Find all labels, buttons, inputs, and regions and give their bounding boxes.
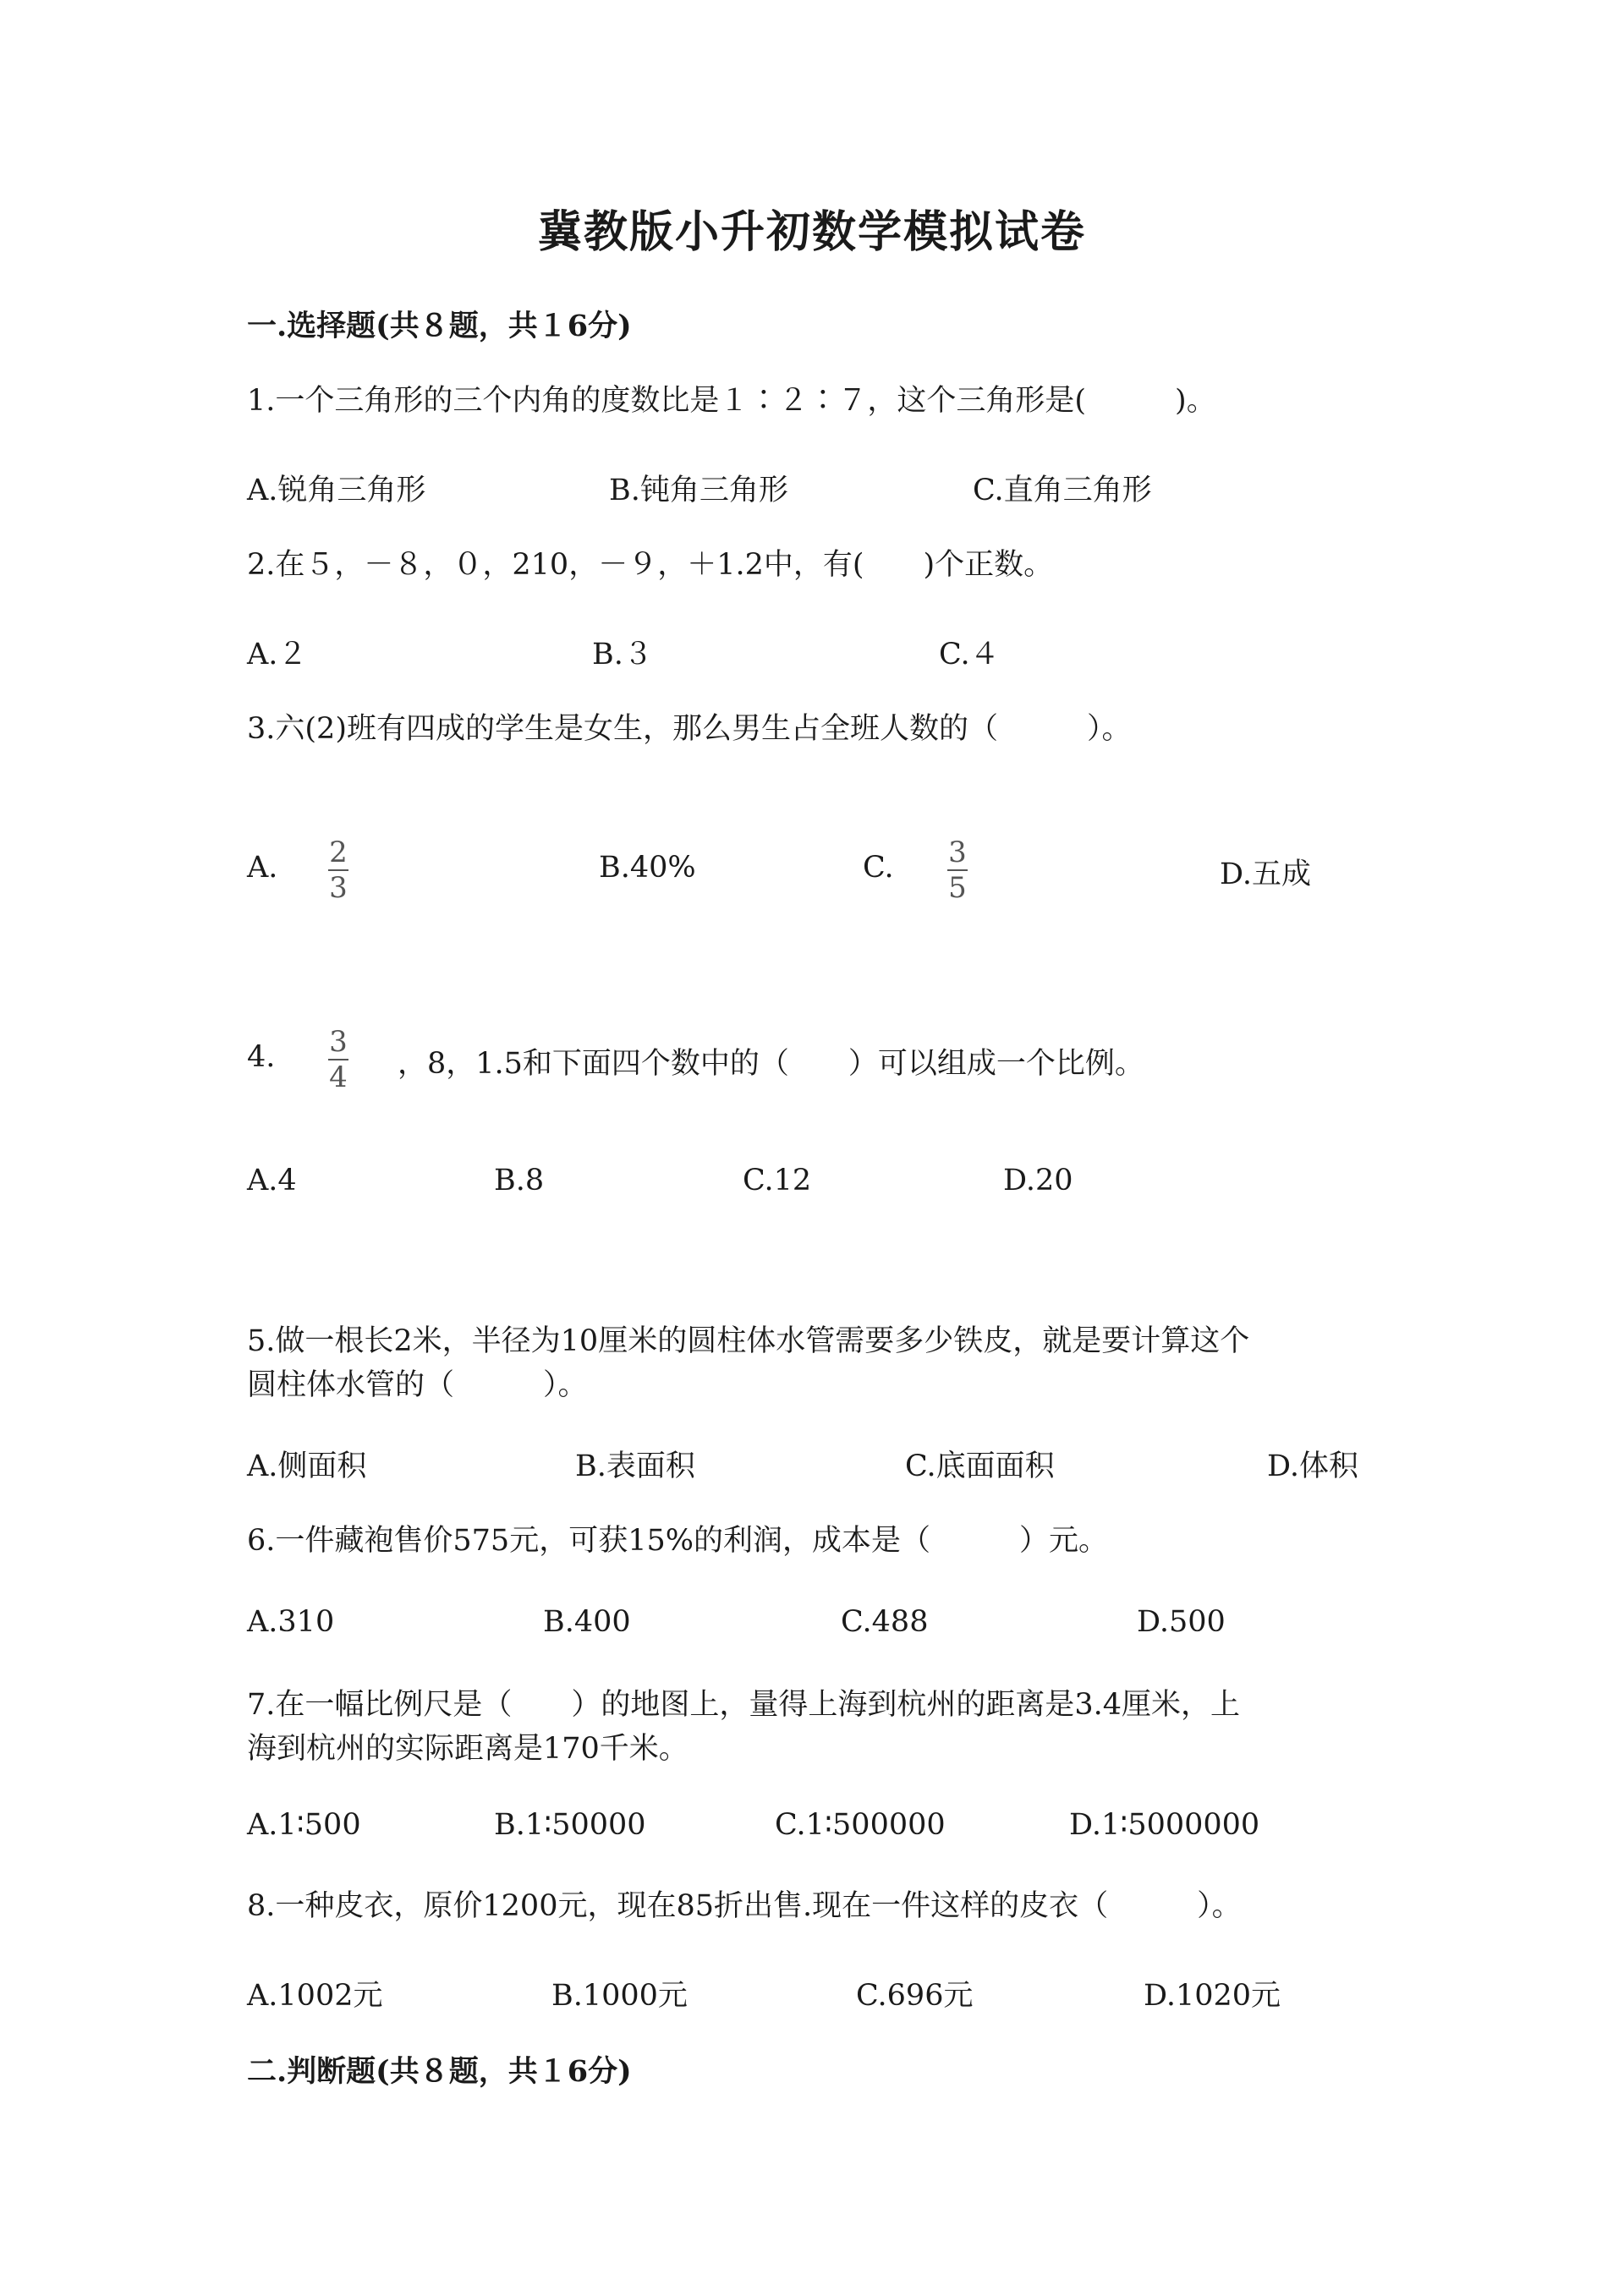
q3-option-c-label[interactable]: C. [863, 851, 894, 885]
question-5-line-2: 圆柱体水管的（ ）。 [247, 1368, 588, 1402]
q6-option-a[interactable]: A.310 [247, 1605, 335, 1639]
q6-option-d[interactable]: D.500 [1137, 1605, 1226, 1639]
question-4: ，8，1.5和下面四个数中的（ ）可以组成一个比例。 [398, 1047, 1144, 1081]
question-6: 6.一件藏袍售价575元，可获15%的利润，成本是（ ）元。 [247, 1524, 1108, 1558]
question-7-line-2: 海到杭州的实际距离是170千米。 [247, 1732, 689, 1766]
q3-option-c-fraction [947, 837, 968, 903]
fraction-numerator: 2 [329, 836, 348, 869]
q8-option-c[interactable]: C.696元 [856, 1979, 974, 2013]
q7-option-d[interactable]: D.1∶5000000 [1069, 1808, 1260, 1842]
question-4-label: 4. [247, 1040, 276, 1074]
fraction-denominator: 5 [948, 871, 967, 905]
section-heading-true-false: 二.判断题(共８题，共１6分) [247, 2054, 632, 2089]
fraction-numerator: 3 [948, 836, 967, 869]
q6-option-b[interactable]: B.400 [543, 1605, 631, 1639]
q8-option-b[interactable]: B.1000元 [551, 1979, 688, 2013]
q3-option-a-fraction [328, 837, 348, 903]
q4-option-a[interactable]: A.4 [247, 1164, 297, 1197]
fraction-denominator: 3 [329, 871, 348, 905]
question-7-line-1: 7.在一幅比例尺是（ ）的地图上，量得上海到杭州的距离是3.4厘米，上 [247, 1688, 1241, 1722]
fraction-denominator: 4 [329, 1060, 348, 1094]
q8-option-a[interactable]: A.1002元 [247, 1979, 383, 2013]
q5-option-c[interactable]: C.底面面积 [905, 1449, 1055, 1483]
q3-option-a-label[interactable]: A. [247, 851, 278, 885]
q1-option-b[interactable]: B.钝角三角形 [609, 474, 788, 507]
q7-option-b[interactable]: B.1∶50000 [494, 1808, 646, 1842]
question-2: 2.在５，－８，０，210，－９，＋1.2中，有( )个正数。 [247, 548, 1054, 582]
question-1: 1.一个三角形的三个内角的度数比是１∶２∶７，这个三角形是( )。 [247, 384, 1216, 418]
q4-option-c[interactable]: C.12 [743, 1164, 812, 1197]
fraction-numerator: 3 [329, 1025, 348, 1059]
q5-option-d[interactable]: D.体积 [1267, 1449, 1358, 1483]
q3-option-b[interactable]: B.40% [599, 851, 696, 885]
q7-option-a[interactable]: A.1∶500 [247, 1808, 361, 1842]
q4-option-d[interactable]: D.20 [1003, 1164, 1073, 1197]
q2-option-a[interactable]: A.２ [247, 638, 308, 671]
q7-option-c[interactable]: C.1∶500000 [775, 1808, 946, 1842]
q6-option-c[interactable]: C.488 [841, 1605, 929, 1639]
q2-option-b[interactable]: B.３ [592, 638, 653, 671]
question-3: 3.六(2)班有四成的学生是女生，那么男生占全班人数的（ ）。 [247, 712, 1132, 746]
q1-option-a[interactable]: A.锐角三角形 [247, 474, 426, 507]
page-title: 冀教版小升初数学模拟试卷 [537, 206, 1086, 258]
question-5-line-1: 5.做一根长2米，半径为10厘米的圆柱体水管需要多少铁皮，就是要计算这个 [247, 1324, 1250, 1358]
section-heading-choice: 一.选择题(共８题，共１6分) [247, 309, 632, 343]
q5-option-b[interactable]: B.表面积 [575, 1449, 695, 1483]
q8-option-d[interactable]: D.1020元 [1144, 1979, 1281, 2013]
q2-option-c[interactable]: C.４ [939, 638, 1000, 671]
q3-option-d[interactable]: D.五成 [1220, 858, 1311, 891]
q4-option-b[interactable]: B.8 [494, 1164, 545, 1197]
q1-option-c[interactable]: C.直角三角形 [973, 474, 1152, 507]
question-4-fraction [328, 1027, 348, 1093]
question-8: 8.一种皮衣，原价1200元，现在85折出售.现在一件这样的皮衣（ ）。 [247, 1889, 1242, 1923]
q5-option-a[interactable]: A.侧面积 [247, 1449, 367, 1483]
